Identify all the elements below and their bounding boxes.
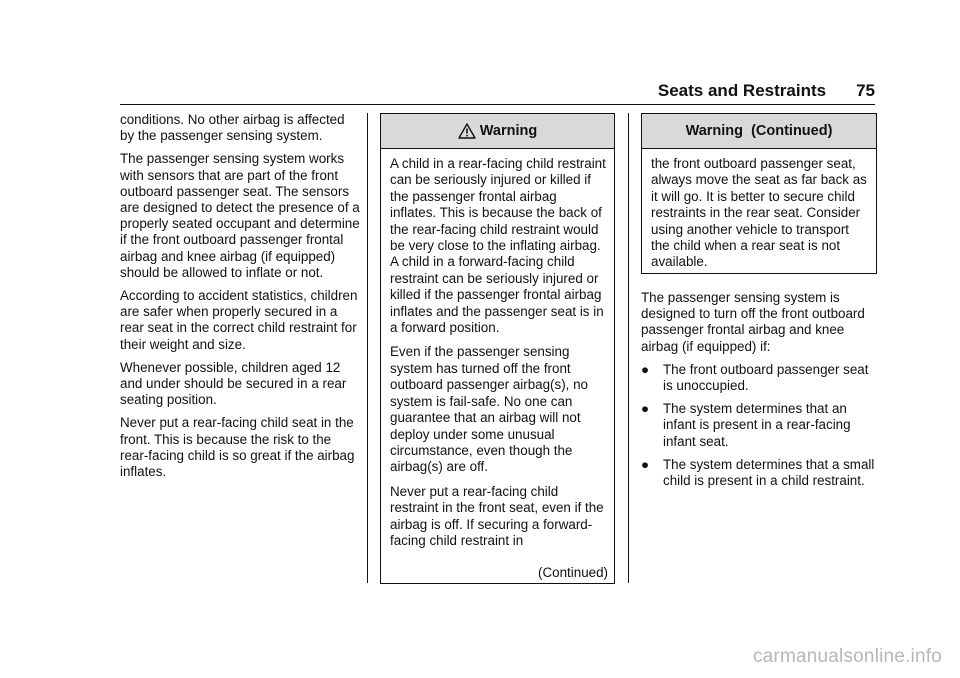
- warning-body: [381, 149, 614, 549]
- condition-list: [641, 362, 878, 489]
- warning-triangle-icon: [458, 123, 476, 139]
- warning-box: [380, 113, 615, 584]
- column-left: [120, 112, 360, 487]
- section-title: Seats and Restraints: [657, 81, 827, 100]
- warning-continued-title: Warning (Continued): [685, 123, 833, 139]
- list-item-text: The front outboard passenger seat is unoccupied.: [663, 361, 869, 394]
- paragraph: According to accident statistics, children are safer when properly secured in a rear seat in the correct child restraint for their weight and size.: [120, 288, 358, 352]
- paragraph: Never put a rear-facing child seat in the front. This is because the risk to the rear-facing child is so great if the airbag inflates.: [120, 415, 355, 480]
- list-item: [641, 401, 878, 450]
- paragraph: Whenever possible, children aged 12 and under should be secured in a rear seating position.: [120, 359, 347, 408]
- warning-continued-header: [642, 114, 876, 149]
- header-rule: [120, 104, 875, 105]
- intro-paragraph: The passenger sensing system is designed to turn off the front outboard passenger frontal airbag and knee airbag (if equipped) if:: [641, 290, 865, 354]
- warning-paragraph: the front outboard passenger seat, always move the seat as far back as it will go. It is better to secure child restraints in the rear seat. Consider using another vehicle to transport the child when a rear seat is not available.: [651, 156, 867, 270]
- warning-continued-body: [642, 149, 876, 271]
- list-item: [641, 457, 878, 489]
- list-item-text: The system determines that a small child is present in a child restraint.: [663, 456, 875, 489]
- column-divider-right: [628, 113, 629, 583]
- paragraph: The passenger sensing system works with sensors that are part of the front outboard passenger seat. The sensors are designed to detect the presence of a properly seated occupant and determine if the front outboard passenger frontal airbag and knee airbag (if equipped) should be allowed to inflate or not.: [120, 151, 360, 280]
- list-item-text: The system determines that an infant is present in a rear-facing infant seat.: [663, 401, 851, 449]
- watermark: carmanualsonline.info: [752, 646, 942, 667]
- warning-paragraph: A child in a rear-facing child restraint can be seriously injured or killed if the passenger frontal airbag inflates. This is because the back of the rear-facing child restraint would be very close to the inflating airbag. A child in a forward-facing child restraint can be seriously injured or killed if the passenger frontal airbag inflates and the passenger seat is in a forward position.: [390, 156, 606, 336]
- warning-header: [381, 114, 614, 149]
- warning-continued-box: [641, 113, 877, 274]
- bullet-icon: ●: [641, 456, 650, 472]
- list-item: [641, 362, 878, 394]
- bullet-icon: ●: [641, 361, 650, 377]
- column-divider-left: [367, 113, 368, 583]
- warning-paragraph: Even if the passenger sensing system has turned off the front outboard passenger airbag(s), no system is fail-safe. No one can guarantee that an airbag will not deploy under some unusual circumstance, even though the airbag(s) are off.: [390, 344, 589, 475]
- continued-label: (Continued): [538, 565, 608, 580]
- warning-title: Warning: [479, 123, 538, 139]
- page-number: 75: [856, 81, 875, 100]
- warning-paragraph: Never put a rear-facing child restraint in the front seat, even if the airbag is off. If securing a forward-facing child restraint in: [390, 483, 604, 548]
- paragraph: conditions. No other airbag is affected by the passenger sensing system.: [120, 112, 345, 144]
- column-right-text: [641, 290, 878, 496]
- page-header: [658, 81, 875, 101]
- bullet-icon: ●: [641, 401, 650, 417]
